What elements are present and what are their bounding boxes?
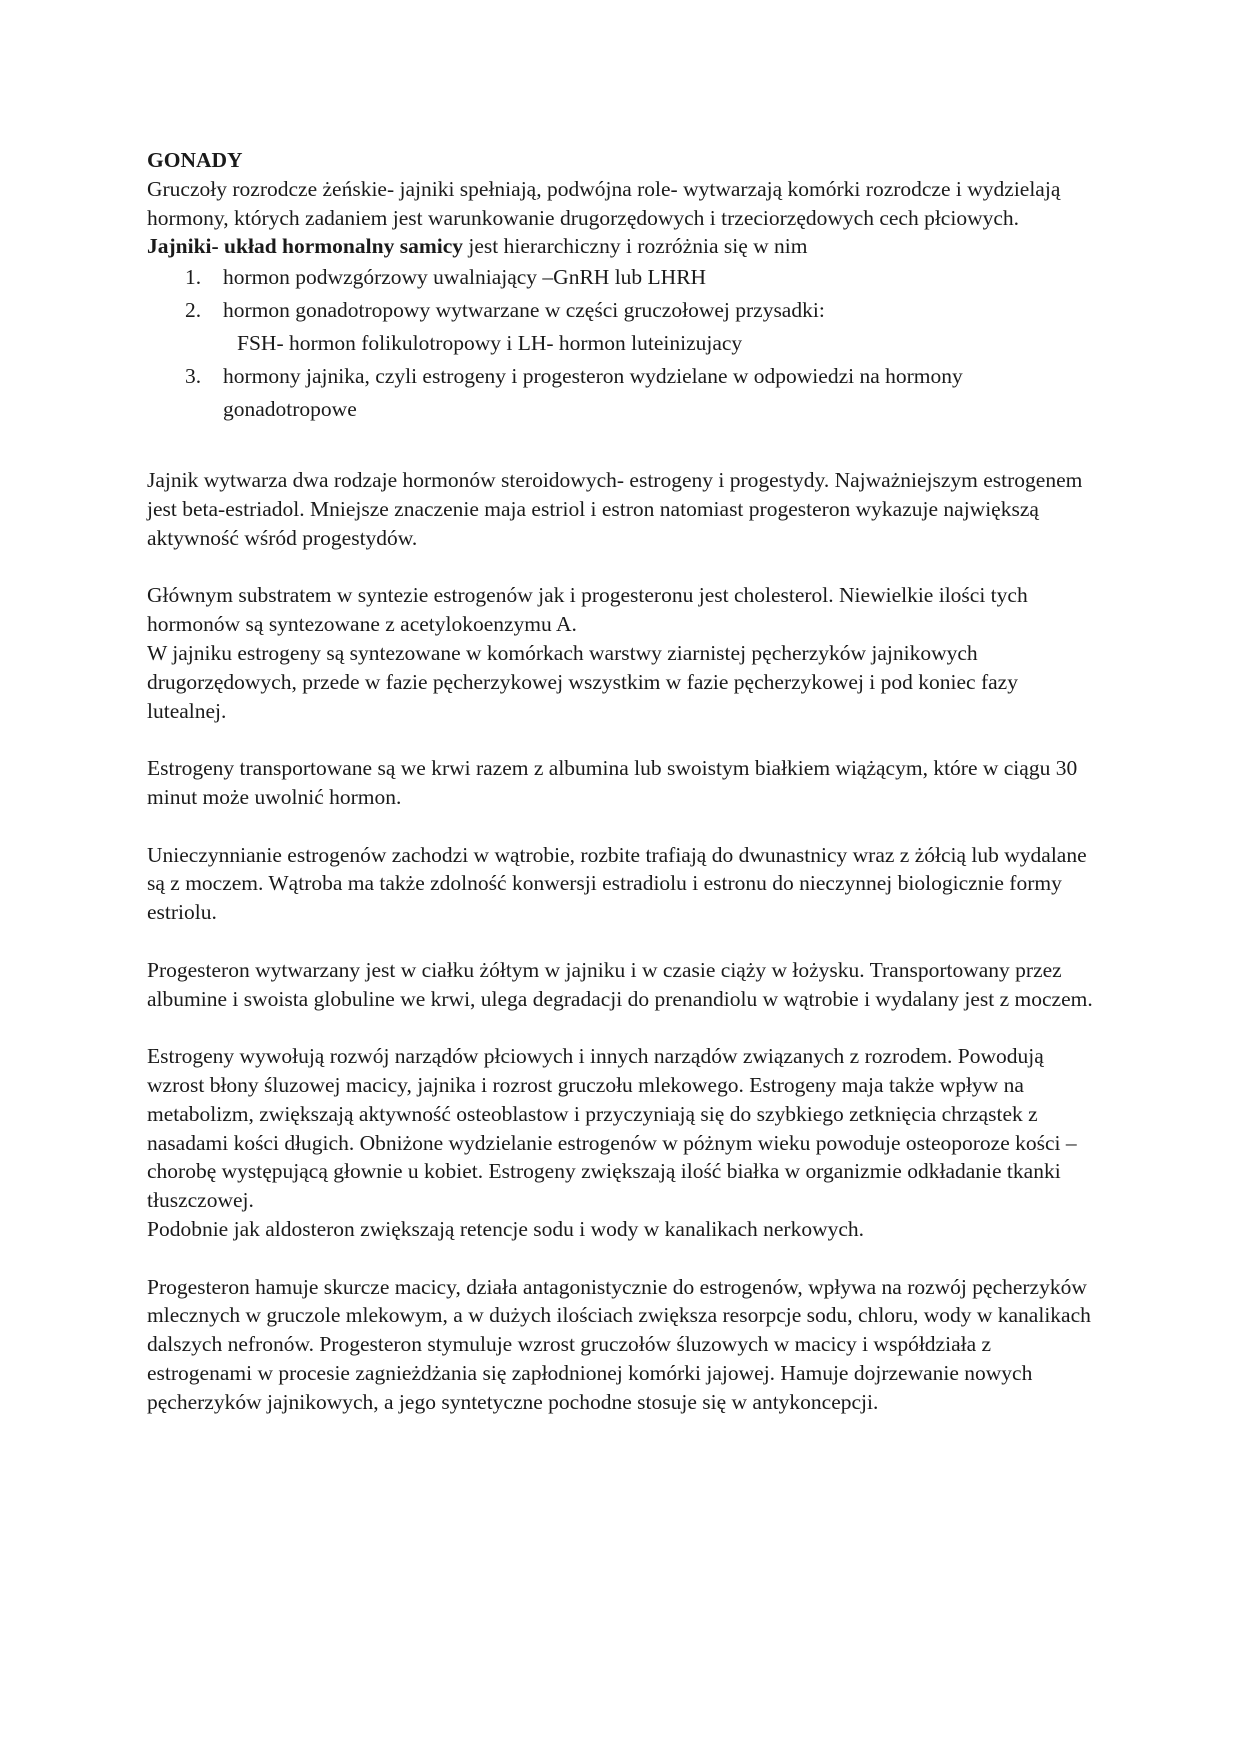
- list-text: hormon gonadotropowy wytwarzane w części gruczołowej przysadki:: [223, 298, 825, 323]
- paragraph-substrate: Głównym substratem w syntezie estrogenów jak i progesteronu jest cholesterol. Niewielkie ilości tych hormonów są syntezowane z acetylokoenzymu A.: [147, 583, 1028, 637]
- list-subtext: FSH- hormon folikulotropowy i LH- hormon luteinizujacy: [237, 331, 743, 356]
- paragraph-inactivation: Unieczynnianie estrogenów zachodzi w wątrobie, rozbite trafiają do dwunastnicy wraz z żółcią lub wydalane są z moczem. Wątroba ma także zdolność konwersji estradiolu i estronu do nieczynnej biologicznie formy estriolu.: [147, 842, 1087, 925]
- paragraph-hormone-types: Jajnik wytwarza dwa rodzaje hormonów steroidowych- estrogeny i progestydy. Najważniejszym estrogenem jest beta-estriadol. Mniejsze znaczenie maja estriol i estron natomiast progesteron wykazuje największą aktywność wśród progestydów.: [147, 468, 1083, 550]
- list-number: 3.: [185, 364, 202, 389]
- paragraph-progesterone-production: Progesteron wytwarzany jest w ciałku żółtym w jajniku i w czasie ciąży w łożysku. Transportowany przez albumine i swoista globuline we krwi, ulega degradacji do prenandiolu w wątrobie i wydalany jest z moczem.: [147, 957, 1093, 1011]
- paragraph-progesterone-effects: Progesteron hamuje skurcze macicy, działa antagonistycznie do estrogenów, wpływa na rozwój pęcherzyków mlecznych w gruczole mlekowym, a w dużych ilościach zwiększa resorpcje sodu, chloru, wody w kanalikach dalszych nefronów. Progesteron stymuluje wzrost gruczołów śluzowych w macicy i współdziała z estrogenami w procesie zagnieżdżania się zapłodnionej komórki jajowej. Hamuje dojrzewanie nowych pęcherzyków jajnikowych, a jego syntetyczne pochodne stosuje się w antykoncepcji.: [147, 1274, 1091, 1414]
- paragraph-transport: Estrogeny transportowane są we krwi razem z albumina lub swoistym białkiem wiążącym, które w ciągu 30 minut może uwolnić hormon.: [147, 756, 1078, 809]
- list-number: 2.: [185, 298, 202, 323]
- document-page: [147, 146, 1097, 1416]
- list-text: hormon podwzgórzowy uwalniający –GnRH lub LHRH: [223, 265, 707, 290]
- list-text: hormony jajnika, czyli estrogeny i progesteron wydzielane w odpowiedzi na hormony gonadotropowe: [223, 364, 963, 422]
- intro-paragraph: Gruczoły rozrodcze żeńskie- jajniki spełniają, podwójna role- wytwarzają komórki rozrodcze i wydzielają hormony, których zadaniem jest warunkowanie drugorzędowych i trzeciorzędowych cech płciowych.: [147, 176, 1061, 230]
- hierarchy-paragraph: [147, 232, 1097, 261]
- document-title: GONADY: [147, 148, 243, 172]
- hierarchy-rest: jest hierarchiczny i rozróżnia się w nim: [463, 234, 808, 259]
- paragraph-estrogen-effects: Estrogeny wywołują rozwój narządów płciowych i innych narządów związanych z rozrodem. Powodują wzrost błony śluzowej macicy, jajnika i rozrost gruczołu mlekowego. Estrogeny maja także wpływ na metabolizm, zwiększają aktywność osteoblastow i przyczyniają się do szybkiego zetknięcia chrząstek z nasadami kości długich. Obniżone wydzielanie estrogenów w póżnym wieku powoduje osteoporoze kości – chorobę występującą głownie u kobiet. Estrogeny zwiększają ilość białka w organizmie odkładanie tkanki tłuszczowej.: [147, 1044, 1077, 1213]
- paragraph-retention: Podobnie jak aldosteron zwiększają retencje sodu i wody w kanalikach nerkowych.: [147, 1216, 865, 1241]
- hormone-levels-list: [147, 261, 1097, 426]
- list-item: [147, 294, 1097, 360]
- hierarchy-bold-lead: Jajniki- układ hormonalny samicy: [147, 234, 463, 259]
- list-number: 1.: [185, 265, 202, 290]
- paragraph-synthesis: W jajniku estrogeny są syntezowane w komórkach warstwy ziarnistej pęcherzyków jajnikowych drugorzędowych, przede w fazie pęcherzykowej wszystkim w fazie pęcherzykowej i pod koniec fazy lutealnej.: [147, 640, 1018, 723]
- list-item: [147, 360, 1097, 426]
- list-item: [147, 261, 1097, 294]
